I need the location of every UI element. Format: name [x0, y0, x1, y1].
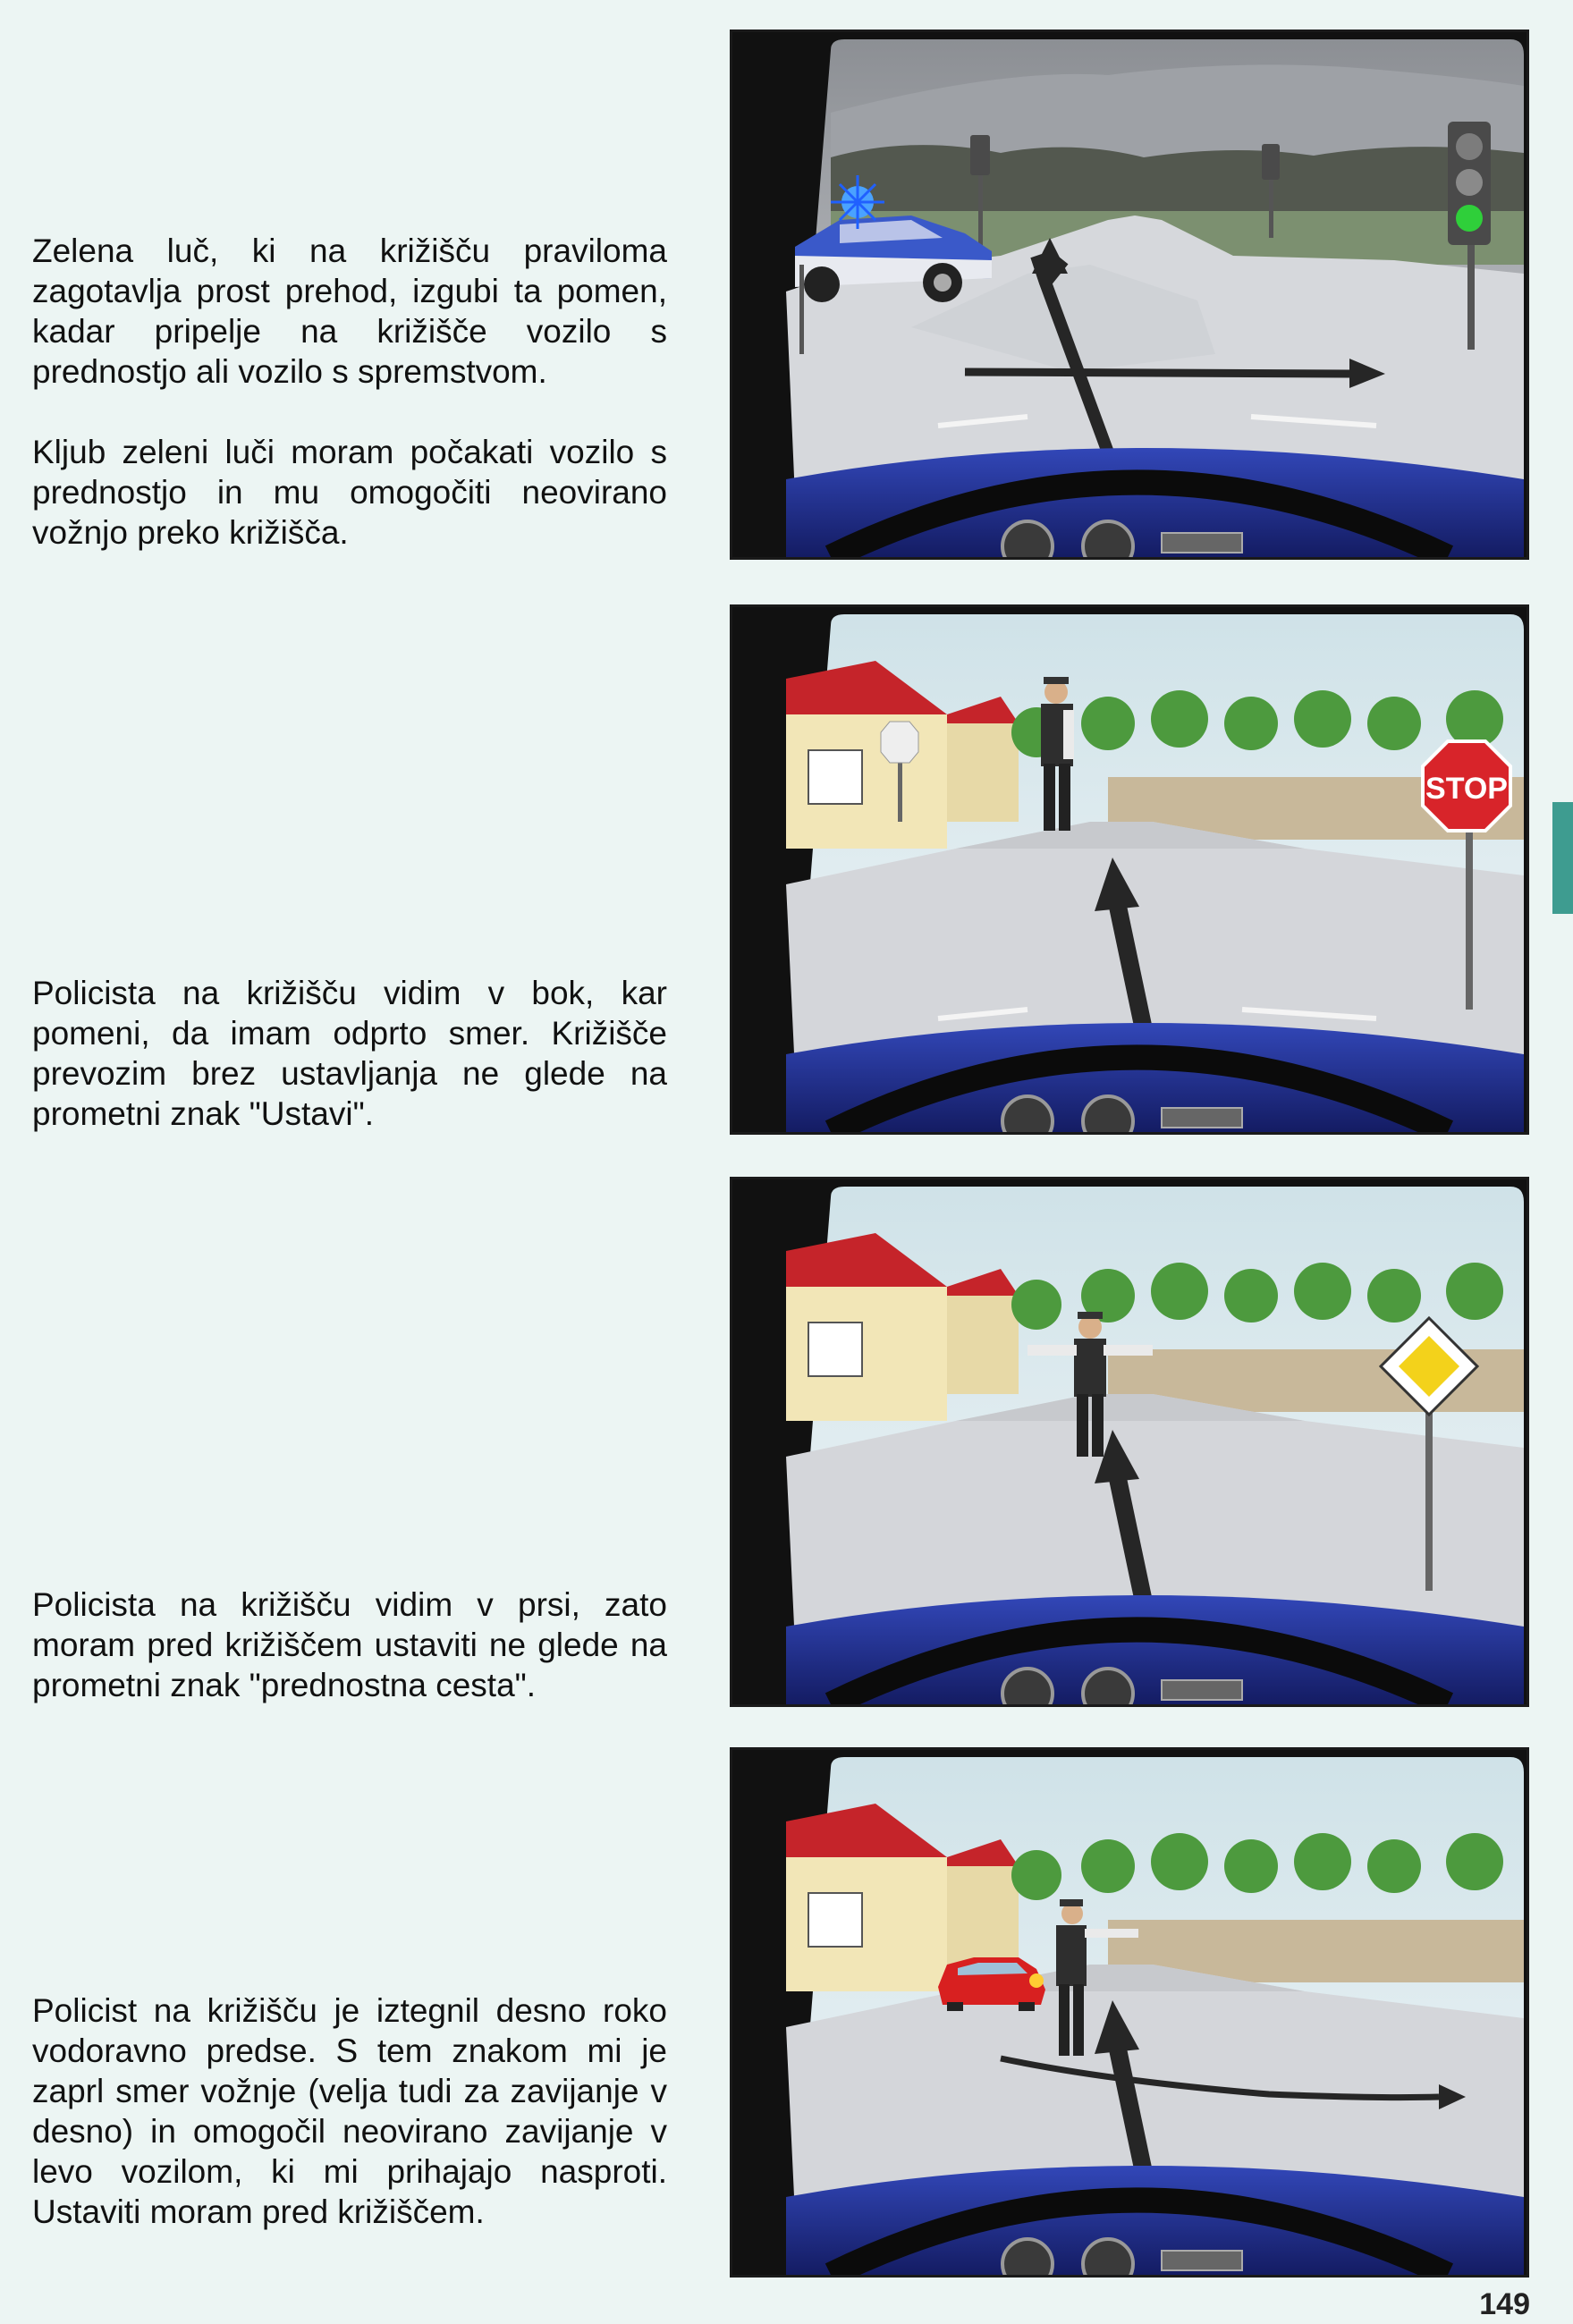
illustration-green-light-priority-vehicle: [730, 30, 1529, 560]
stop-sign-text: STOP: [1425, 772, 1508, 806]
page-number: 149: [1479, 2287, 1530, 2321]
section-1-caption-2: Kljub zeleni luči moram počakati vozilo s prednostjo in mu omogočiti neovirano vožnjo preko križišča.: [32, 434, 667, 551]
section-1-caption: Zelena luč, ki na križišču praviloma zagotavlja prost prehod, izgubi ta pomen, kadar pripelje na križišče vozilo s prednostjo ali vozilo s spremstvom.: [32, 232, 667, 390]
oncoming-car-icon: [938, 1957, 1045, 2011]
chapter-tab-marker: [1552, 802, 1573, 914]
illustration-officer-front-view-priority-road: [730, 1177, 1529, 1707]
section-2-caption: Policista na križišču vidim v bok, kar pomeni, da imam odprto smer. Križišče prevozim brez ustavljanja ne glede na prometni znak "Ustavi".: [32, 975, 667, 1132]
illustration-officer-arm-extended-left-turn: [730, 1747, 1529, 2278]
section-3-caption: Policista na križišču vidim v prsi, zato moram pred križiščem ustaviti ne glede na prometni znak "prednostna cesta".: [32, 1586, 667, 1703]
illustration-officer-side-view-stop-sign: [730, 604, 1529, 1135]
section-4-caption: Policist na križišču je iztegnil desno roko vodoravno predse. S tem znakom mi je zaprl smer vožnje (velja tudi za zavijanje v desno) in omogočil neovirano zavijanje v levo vozilom, ki mi prihajajo nasproti. Ustaviti moram pred križiščem.: [32, 1992, 667, 2230]
